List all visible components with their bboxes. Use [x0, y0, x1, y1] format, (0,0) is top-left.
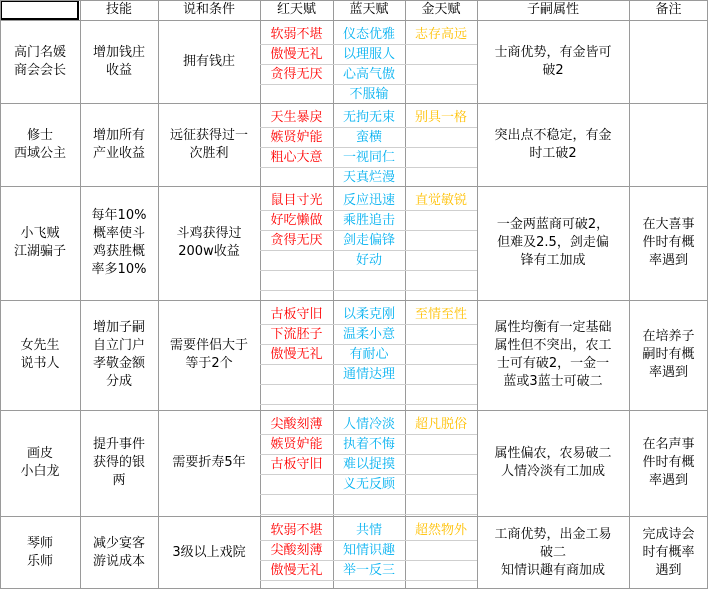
talent-empty-slot[interactable]	[405, 230, 477, 250]
talent-blue[interactable]: 共情	[355, 523, 382, 538]
talent-gold[interactable]: 直觉敏锐	[414, 193, 467, 208]
talent-red[interactable]: 嫉贤妒能	[270, 437, 323, 452]
cell-heir[interactable]: 属性偏农，农易破二 人情冷淡有工加成	[494, 446, 612, 479]
sub-row-divider	[405, 404, 477, 405]
talent-red[interactable]: 鼠目寸光	[270, 193, 323, 208]
cell-persuade[interactable]: 3级以上戏院	[172, 544, 246, 560]
talent-gold[interactable]: 志存高远	[414, 27, 467, 42]
talent-empty-slot[interactable]	[405, 474, 477, 494]
talent-empty-slot[interactable]	[260, 364, 333, 384]
talent-red[interactable]: 古板守旧	[270, 457, 323, 472]
header-cell-note[interactable]: 备注	[655, 2, 682, 17]
talent-empty-slot[interactable]	[405, 540, 477, 560]
talent-gold[interactable]: 至情至性	[414, 307, 467, 322]
talent-red[interactable]: 好吃懒做	[270, 213, 323, 228]
talent-blue[interactable]: 义无反顾	[342, 477, 395, 492]
cell-name[interactable]: 琴师 乐师	[26, 535, 53, 569]
talent-red[interactable]: 下流胚子	[270, 327, 323, 342]
sub-row-divider	[405, 290, 477, 291]
header-cell-blue-talent[interactable]: 蓝天赋	[349, 2, 389, 17]
talent-empty-slot[interactable]	[333, 494, 405, 514]
talent-empty-slot[interactable]	[260, 474, 333, 494]
sub-row-divider	[405, 514, 477, 515]
talent-red[interactable]: 尖酸刻薄	[270, 417, 323, 432]
talent-blue[interactable]: 执着不悔	[342, 437, 395, 452]
cell-name[interactable]: 高门名媛 商会会长	[13, 44, 66, 78]
cell-skill[interactable]: 提升事件 获得的银 两	[92, 437, 145, 488]
talent-empty-slot[interactable]	[260, 384, 333, 404]
cell-note[interactable]: 在培养子 嗣时有概 率遇到	[642, 329, 695, 380]
talent-empty-slot[interactable]	[405, 147, 477, 167]
cell-skill[interactable]: 每年10% 概率使斗 鸡获胜概 率多10%	[91, 208, 147, 277]
header-cell-persuade[interactable]: 说和条件	[182, 2, 235, 17]
cell-heir[interactable]: 士商优势，有金皆可 破2	[494, 44, 612, 78]
talent-blue[interactable]: 反应迅速	[342, 193, 395, 208]
talent-blue[interactable]: 人情冷淡	[342, 417, 395, 432]
talent-empty-slot[interactable]	[405, 270, 477, 290]
talent-red[interactable]: 古板守旧	[270, 307, 323, 322]
cell-name[interactable]: 画皮 小白龙	[20, 446, 60, 479]
talent-red[interactable]: 傲慢无礼	[270, 347, 323, 362]
talent-empty-slot[interactable]	[260, 250, 333, 270]
talent-empty-slot[interactable]	[405, 434, 477, 454]
talent-red[interactable]: 嫉贤妒能	[270, 130, 323, 145]
talent-empty-slot[interactable]	[405, 344, 477, 364]
talent-blue[interactable]: 以柔克刚	[342, 307, 395, 322]
cell-persuade[interactable]: 需要伴侣大于 等于2个	[169, 338, 248, 371]
sub-row-divider	[405, 167, 477, 168]
cell-heir[interactable]: 属性均衡有一定基础 属性但不突出，农工 士可有破2，一金一 蓝或3蓝士可破二	[494, 320, 612, 389]
talent-red[interactable]: 贪得无厌	[270, 233, 323, 248]
cell-heir[interactable]: 一金两蓝商可破2， 但难及2.5，剑走偏 锋有工加成	[496, 217, 610, 268]
talent-red[interactable]: 傲慢无礼	[270, 47, 323, 62]
talent-blue[interactable]: 难以捉摸	[342, 457, 395, 472]
talent-empty-slot[interactable]	[405, 210, 477, 230]
talent-red[interactable]: 尖酸刻薄	[270, 543, 323, 558]
talent-empty-slot[interactable]	[405, 384, 477, 404]
sub-row-divider	[405, 84, 477, 85]
talent-blue[interactable]: 一视同仁	[342, 150, 395, 165]
row-divider	[0, 0, 708, 1]
header-cell-gold-talent[interactable]: 金天赋	[421, 2, 461, 17]
header-cell-heir[interactable]: 子嗣属性	[526, 2, 579, 17]
talent-blue[interactable]: 天真烂漫	[342, 170, 395, 185]
cell-persuade[interactable]: 拥有钱庄	[182, 53, 235, 69]
talent-blue[interactable]: 蛮横	[355, 130, 382, 145]
talent-red[interactable]: 贪得无厌	[270, 67, 323, 82]
sub-row-divider	[260, 404, 333, 405]
talent-empty-slot[interactable]	[405, 494, 477, 514]
talent-empty-slot[interactable]	[405, 324, 477, 344]
cell-note[interactable]: 在名声事 件时有概 率遇到	[642, 437, 695, 488]
cell-note[interactable]: 在大喜事 件时有概 率遇到	[642, 217, 695, 268]
cell-heir[interactable]: 工商优势，出金工易 破二 知情识趣有商加成	[494, 526, 612, 578]
talent-red[interactable]: 软弱不堪	[270, 27, 323, 42]
cell-note[interactable]: 完成诗会 时有概率 遇到	[642, 526, 695, 578]
cell-persuade[interactable]: 斗鸡获得过 200w收益	[176, 226, 242, 259]
cell-name[interactable]: 修士 西域公主	[13, 127, 66, 161]
talent-red[interactable]: 粗心大意	[270, 150, 323, 165]
talent-empty-slot[interactable]	[260, 494, 333, 514]
talent-blue[interactable]: 无拘无束	[342, 110, 395, 125]
talent-empty-slot[interactable]	[260, 270, 333, 290]
cell-skill[interactable]: 增加子嗣 自立门户 孝敬金额 分成	[92, 320, 145, 389]
talent-blue[interactable]: 以理服人	[342, 47, 395, 62]
cell-heir[interactable]: 突出点不稳定，有金 时工破2	[494, 127, 612, 161]
header-cell-skill[interactable]: 技能	[105, 2, 132, 17]
sub-row-divider	[405, 580, 477, 581]
talent-blue[interactable]: 乘胜追击	[342, 213, 395, 228]
sub-row-divider	[333, 514, 405, 515]
header-cell-red-talent[interactable]: 红天赋	[276, 2, 316, 17]
talent-empty-slot[interactable]	[333, 384, 405, 404]
talent-empty-slot[interactable]	[405, 560, 477, 580]
talent-gold[interactable]: 超然物外	[414, 523, 467, 538]
talent-blue[interactable]: 温柔小意	[342, 327, 395, 342]
cell-persuade[interactable]: 需要折寿5年	[172, 455, 246, 470]
talent-blue[interactable]: 不服输	[349, 87, 389, 102]
talent-empty-slot[interactable]	[405, 44, 477, 64]
talent-empty-slot[interactable]	[333, 270, 405, 290]
talent-blue[interactable]: 好动	[355, 253, 382, 268]
talent-blue[interactable]: 心高气傲	[342, 67, 395, 82]
cell-note[interactable]	[629, 103, 708, 186]
sub-row-divider	[333, 580, 405, 581]
talent-gold[interactable]: 别具一格	[414, 110, 467, 125]
talent-blue[interactable]: 知情识趣	[342, 543, 395, 558]
talent-blue[interactable]: 通情达理	[342, 367, 395, 382]
sub-row-divider	[260, 167, 333, 168]
cell-name[interactable]: 小飞贼 江湖骗子	[13, 226, 66, 259]
cell-note[interactable]	[629, 20, 708, 103]
sub-row-divider	[260, 84, 333, 85]
sub-row-divider	[333, 404, 405, 405]
sub-row-divider	[260, 514, 333, 515]
talent-blue[interactable]: 仪态优雅	[342, 27, 395, 42]
cell-skill[interactable]: 增加钱庄 收益	[92, 44, 145, 78]
cell-skill[interactable]: 减少宴客 游说成本	[92, 535, 145, 569]
talent-gold[interactable]: 超凡脱俗	[414, 417, 467, 432]
sub-row-divider	[333, 290, 405, 291]
cell-persuade[interactable]: 远征获得过一 次胜利	[169, 127, 248, 161]
talent-empty-slot[interactable]	[405, 454, 477, 474]
sub-row-divider	[260, 290, 333, 291]
talent-blue[interactable]: 剑走偏锋	[342, 233, 395, 248]
selected-cell-outline	[0, 0, 79, 20]
talent-empty-slot[interactable]	[405, 64, 477, 84]
talent-empty-slot[interactable]	[405, 364, 477, 384]
talent-blue[interactable]: 举一反三	[342, 563, 395, 578]
talent-red[interactable]: 软弱不堪	[270, 523, 323, 538]
talent-blue[interactable]: 有耐心	[349, 347, 389, 362]
sub-row-divider	[260, 580, 333, 581]
talent-empty-slot[interactable]	[405, 250, 477, 270]
cell-skill[interactable]: 增加所有 产业收益	[92, 127, 145, 161]
talent-red[interactable]: 傲慢无礼	[270, 563, 323, 578]
talent-empty-slot[interactable]	[405, 127, 477, 147]
talent-red[interactable]: 天生暴戾	[270, 110, 323, 125]
cell-name[interactable]: 女先生 说书人	[20, 338, 60, 371]
